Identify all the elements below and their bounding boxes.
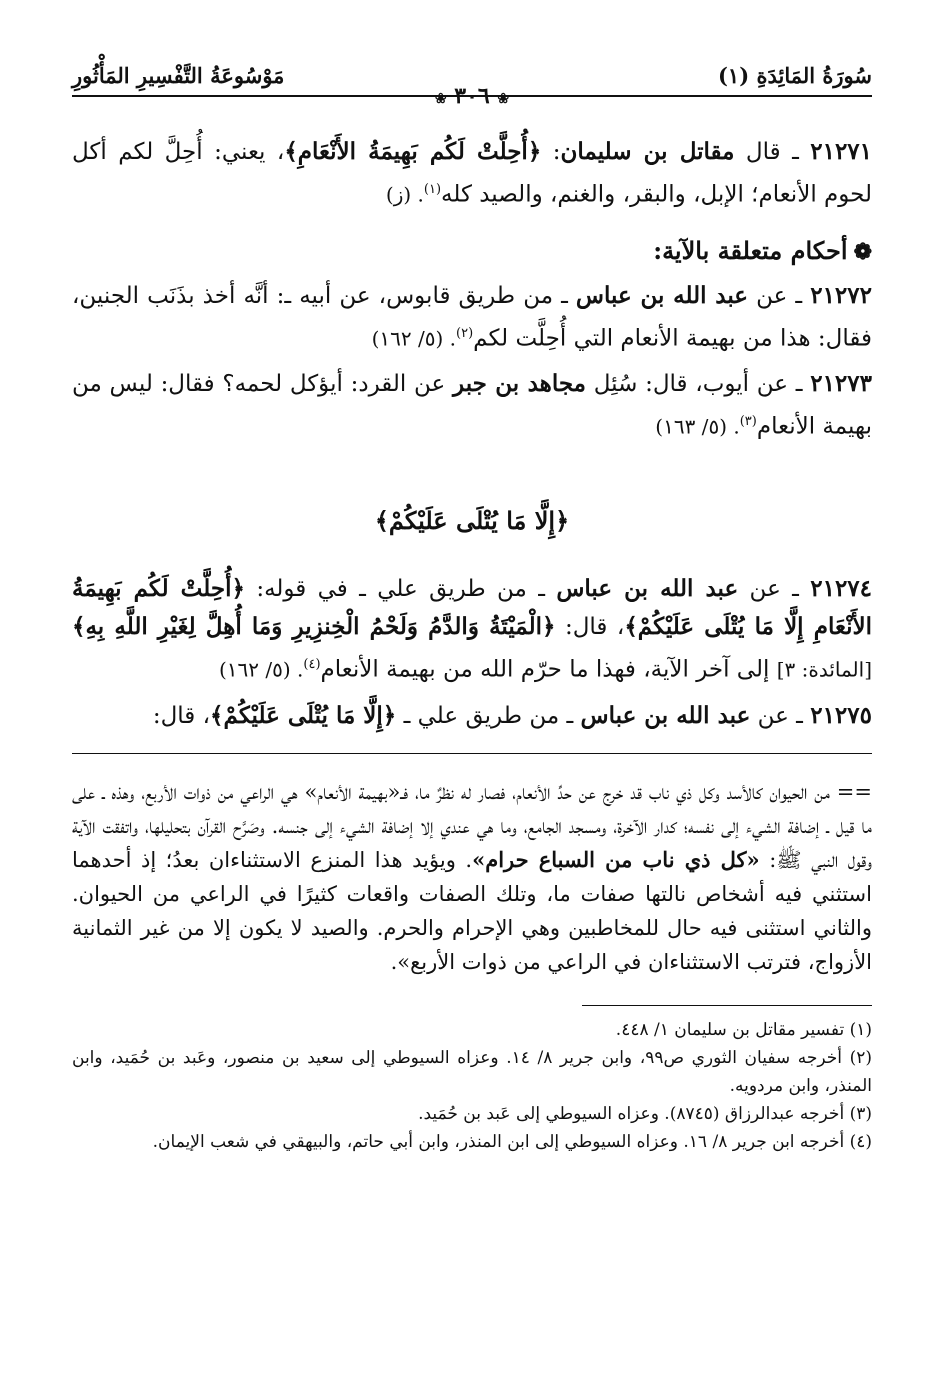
continuation-marker: == bbox=[836, 779, 872, 804]
text-run: عن القرد: أيؤكل لحمه؟ فقال: ليس من بهيمة الأنعام bbox=[72, 371, 872, 440]
sura-reference: [المائدة: ٣] bbox=[776, 657, 872, 682]
entry-number: ٢١٢٧٥ bbox=[810, 701, 872, 729]
text-run: ـ من طريق علي ـ bbox=[396, 702, 581, 729]
text-run: ، قال: bbox=[152, 702, 211, 729]
entry-21274 bbox=[72, 570, 872, 689]
text-run: ـ عن bbox=[738, 575, 811, 602]
entry-21272 bbox=[72, 277, 872, 358]
ornament-icon: ❀ bbox=[434, 91, 447, 107]
quran-quote: ﴿أُحِلَّتْ لَكُم بَهِيمَةُ الأَنْعَامِ إِلَّا مَا يُتْلَى عَلَيْكُمْ﴾ bbox=[72, 574, 872, 640]
text-run: إلى آخر الآية، فهذا ما حرّم الله من بهيمة الأنعام bbox=[320, 656, 777, 683]
text-run: ـ قال bbox=[734, 139, 811, 165]
entry-number: ٢١٢٧٢ bbox=[810, 281, 872, 309]
footnote-ref: (٣) bbox=[739, 414, 757, 430]
narrator-name: عبد الله بن عباس bbox=[575, 281, 748, 309]
text-run: من الحيوان كالأسد وكل ذي ناب قد خرج عن حدِّ الأنعام، فصار له نظرٌ ما، فـ«بهيمة الأنعام» هي الراعي من ذوات الأربع، وهذه ـ على ما قيل ـ إضافة الشيء إلى نفسه؛ كدار الآخرة، ومسجد الجامع، وما هي عندي إلا إضافة الشيء إلى جنسه. وصَرَّح القرآن بتحليلها، واتفقت الآية وقول النبي ﷺ: bbox=[72, 779, 872, 872]
section-title: أحكام متعلقة بالآية: bbox=[653, 235, 848, 265]
narrator-name: عبد الله بن عباس bbox=[556, 574, 739, 602]
page bbox=[72, 55, 872, 1156]
source-ref: . (ز) bbox=[385, 182, 424, 207]
text-run: : bbox=[541, 139, 561, 165]
header-rule bbox=[72, 95, 872, 97]
source-ref: . (٥/ ١٦٣) bbox=[655, 414, 740, 439]
narrator-name: عبد الله بن عباس bbox=[580, 701, 751, 729]
page-number: ٣٠٦ bbox=[454, 83, 490, 109]
entry-21271 bbox=[72, 133, 872, 214]
text-run: ـ عن أيوب، قال: سُئِل bbox=[586, 371, 811, 398]
footnote-continuation bbox=[72, 775, 872, 979]
sura-title: سُورَةُ المَائِدَةِ (١) bbox=[717, 62, 872, 88]
footnote-ref: (١) bbox=[423, 182, 442, 197]
footnote: (٣) أخرجه عبدالرزاق (٨٧٤٥). وعزاه السيوطي إلى عَبد بن حُمَيد. bbox=[418, 1103, 872, 1124]
footnote: (١) تفسير مقاتل بن سليمان ١/ ٤٤٨. bbox=[615, 1019, 872, 1040]
footnote: (٢) أخرجه سفيان الثوري ص٩٩، وابن جرير ٨/ ١٤. وعزاه السيوطي إلى سعيد بن منصور، وعَبد بن حُمَيد، وابن المنذر، وابن مردويه. bbox=[72, 1047, 872, 1096]
book-title: مَوْسُوعَةُ التَّفْسِيرِ المَأْثُورِ bbox=[72, 62, 285, 88]
entry-21275 bbox=[72, 697, 872, 735]
text-run: . ويؤيد هذا المنزع الاستثناءان بعدُ؛ إذ أحدهما استثني فيه أشخاص نالتها صفات ما، وتلك الصفات واقعات كثيرًا في الراعي من الحيوان. والثاني استثنى فيه حال للمخاطبين وهي الإحرام والحرم. والصيد لا يكون إلا من غير الثمانية الأزواج، فترتب الاستثناءان في الراعي من ذوات الأربع». bbox=[72, 847, 872, 974]
footnotes-rule bbox=[582, 1005, 872, 1006]
running-header bbox=[72, 55, 872, 109]
section-heading bbox=[72, 232, 872, 271]
footnotes bbox=[72, 1016, 872, 1156]
main-text bbox=[72, 133, 872, 735]
text-run: ـ من طريق قابوس، عن أبيه ـ: أنَّه أخذ بذَنَب الجنين، فقال: هذا من بهيمة الأنعام التي أُحِلَّت لكم bbox=[72, 282, 872, 352]
footnote-ref: (٤) bbox=[303, 656, 321, 672]
text-run: ، يعني: أُحِلَّ لكم أكل لحوم الأنعام؛ الإبل، والبقر، والغنم، والصيد كله bbox=[72, 139, 872, 208]
footnote-separator bbox=[72, 753, 872, 754]
verse-heading: ﴿إِلَّا مَا يُتْلَى عَلَيْكُمْ﴾ bbox=[374, 505, 570, 535]
entry-number: ٢١٢٧٣ bbox=[810, 370, 872, 398]
text-run: ، قال: bbox=[555, 613, 625, 640]
quran-quote: ﴿إِلَّا مَا يُتْلَى عَلَيْكُمْ﴾ bbox=[210, 701, 397, 729]
source-ref: . (٥/ ١٦٢) bbox=[371, 326, 456, 351]
footnote: (٤) أخرجه ابن جرير ٨/ ١٦. وعزاه السيوطي إلى ابن المنذر، وابن أبي حاتم، والبيهقي في شعب الإيمان. bbox=[152, 1131, 872, 1152]
source-ref: . (٥/ ١٦٢) bbox=[218, 657, 304, 682]
text-run: ـ عن bbox=[750, 702, 811, 729]
flower-ornament-icon: ❁ bbox=[853, 238, 872, 265]
entry-21273 bbox=[72, 365, 872, 446]
quran-quote: ﴿أُحِلَّتْ لَكُم بَهِيمَةُ الأَنْعَامِ﴾ bbox=[284, 138, 542, 165]
footnote-ref: (٢) bbox=[456, 325, 474, 341]
text-run: ـ عن bbox=[748, 282, 811, 309]
narrator-name: مقاتل بن سليمان bbox=[560, 138, 735, 165]
narrator-name: مجاهد بن جبر bbox=[453, 370, 586, 398]
ornament-icon: ❀ bbox=[497, 91, 510, 107]
hadith-quote: «كل ذي ناب من السباع حرام» bbox=[472, 846, 760, 872]
quran-quote: ﴿الْمَيْتَةُ وَالدَّمُ وَلَحْمُ الْخِنزِيرِ وَمَا أُهِلَّ لِغَيْرِ اللَّهِ بِهِ﴾ bbox=[72, 612, 556, 640]
entry-number: ٢١٢٧٤ bbox=[810, 574, 873, 602]
entry-number: ٢١٢٧١ bbox=[810, 138, 873, 165]
text-run: ـ من طريق علي ـ في قوله: bbox=[244, 575, 557, 602]
